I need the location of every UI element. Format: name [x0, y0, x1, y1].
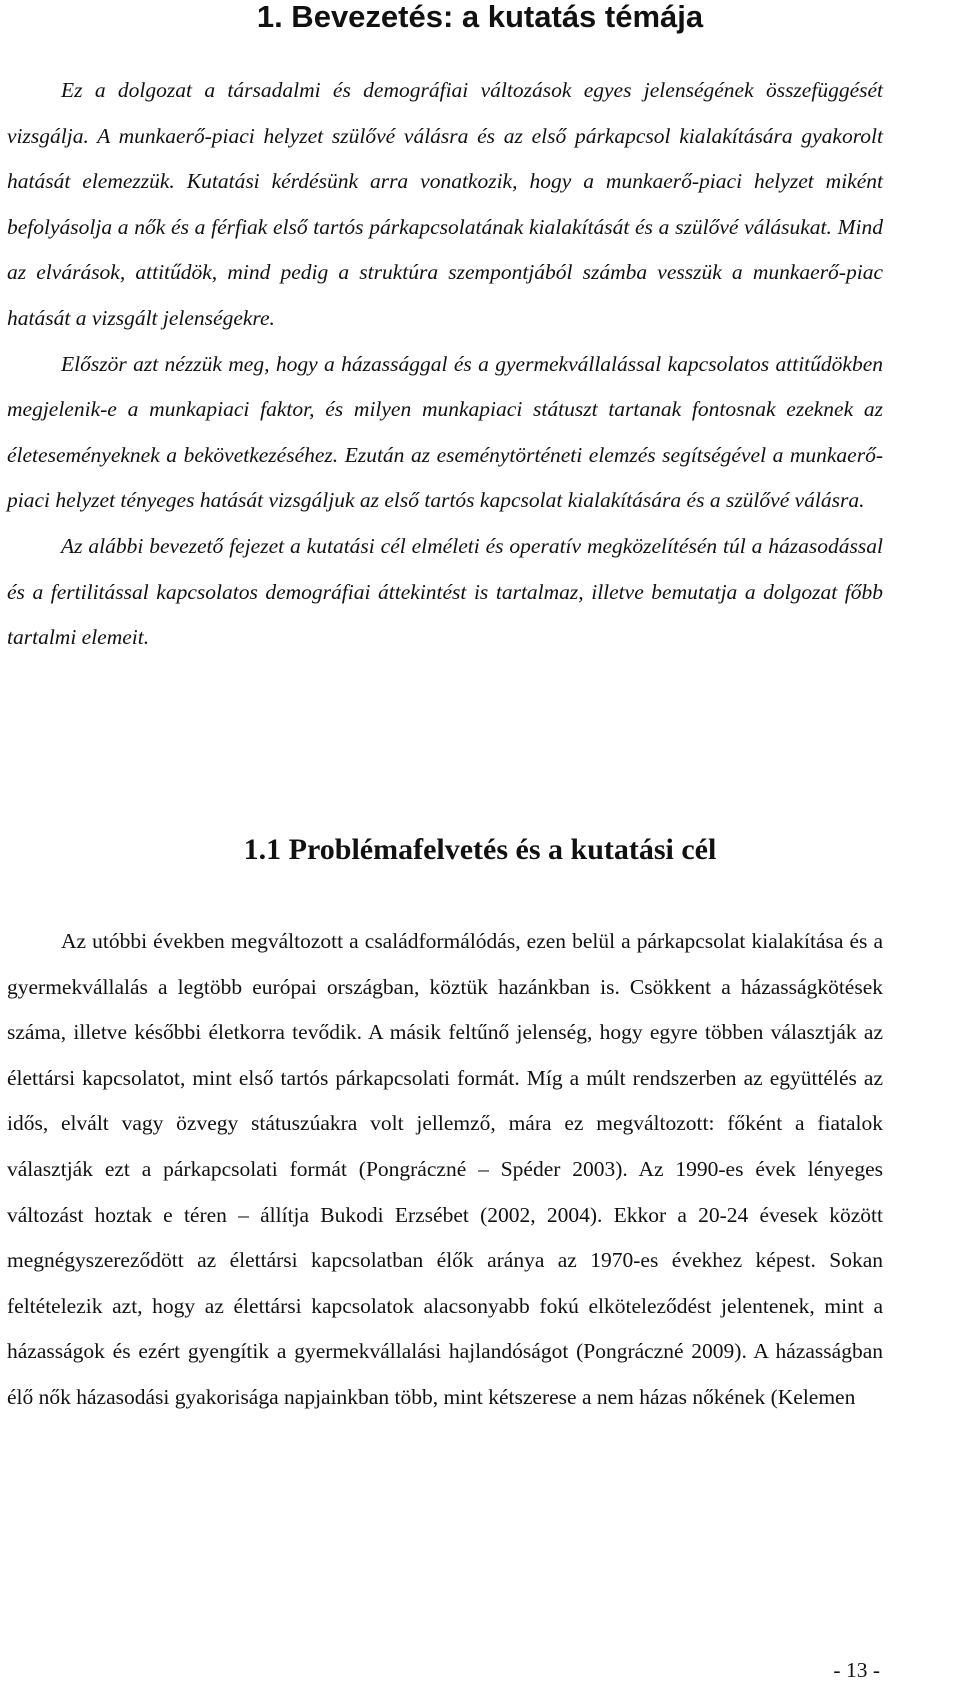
section-text: [7, 919, 883, 1421]
section-paragraph-1: Az utóbbi években megváltozott a családformálódás, ezen belül a párkapcsolat kialakítása és a gyermekvállalás a legtöbb európai országban, köztük hazánkban is. Csökkent a házasságkötések száma, illetve későbbi életkorra tevődik. A másik feltűnő jelenség, hogy egyre többen választják az élettársi kapcsolatot, mint első tartós párkapcsolati formát. Míg a múlt rendszerben az együttélés az idős, elvált vagy özvegy státuszúakra volt jellemző, mára ez megváltozott: főként a fiatalok választják ezt a párkapcsolati formát (Pongráczné – Spéder 2003). Az 1990-es évek lényeges változást hoztak e téren – állítja Bukodi Erzsébet (2002, 2004). Ekkor a 20-24 évesek között megnégyszereződött az élettársi kapcsolatban élők aránya az 1970-es évekhez képest. Sokan feltételezik azt, hogy az élettársi kapcsolatok alacsonyabb fokú elköteleződést jelentenek, mint a házasságok és ezért gyengítik a gyermekvállalási hajlandóságot (Pongráczné 2009). A házasságban élő nők házasodási gyakorisága napjainkban több, mint kétszerese a nem házas nőkének (Kelemen: [7, 929, 883, 1409]
intro-paragraph-2: Először azt nézzük meg, hogy a házassággal és a gyermekvállalással kapcsolatos attitűdökben megjelenik-e a munkapiaci faktor, és milyen munkapiaci státuszt tartanak fontosnak ezeknek az életeseményeknek a bekövetkezéséhez. Ezután az eseménytörténeti elemzés segítségével a munkaerő-piaci helyzet tényeges hatását vizsgáljuk az első tartós kapcsolat kialakítására és a szülővé válásra.: [7, 351, 883, 513]
intro-paragraph-3: Az alábbi bevezető fejezet a kutatási cél elméleti és operatív megközelítésén túl a házasodással és a fertilitással kapcsolatos demográfiai áttekintést is tartalmaz, illetve bemutatja a dolgozat főbb tartalmi elemeit.: [7, 533, 883, 650]
intro-paragraph-1: Ez a dolgozat a társadalmi és demográfiai változások egyes jelenségének összefüggését vizsgálja. A munkaerő-piaci helyzet szülővé válásra és az első párkapcsol kialakítására gyakorolt hatását elemezzük. Kutatási kérdésünk arra vonatkozik, hogy a munkaerő-piaci helyzet miként befolyásolja a nők és a férfiak első tartós párkapcsolatának kialakítását és a szülővé válásukat. Mind az elvárások, attitűdök, mind pedig a struktúra szempontjából számba vesszük a munkaerő-piac hatását a vizsgált jelenségekre.: [7, 78, 883, 330]
page-number: - 13 -: [833, 1658, 880, 1682]
section-title: 1.1 Problémafelvetés és a kutatási cél: [243, 833, 717, 866]
intro-text: [7, 68, 883, 661]
chapter-title: 1. Bevezetés: a kutatás témája: [256, 0, 704, 34]
